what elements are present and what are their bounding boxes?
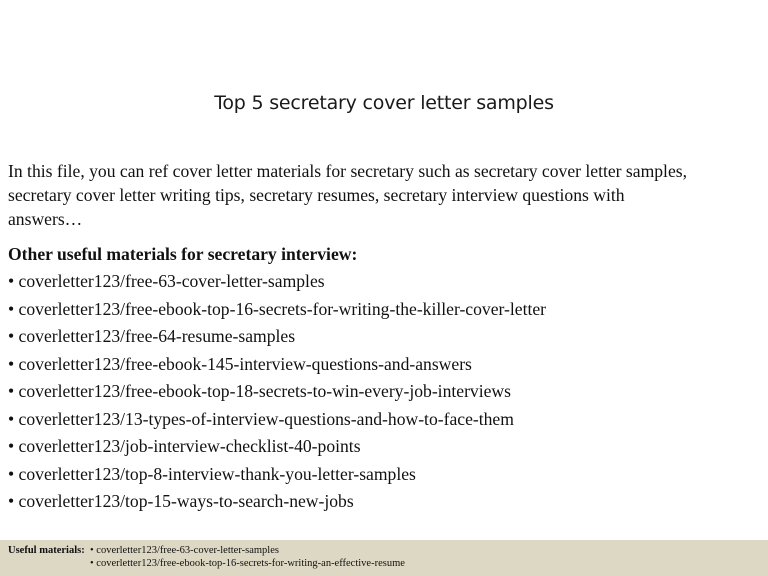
list-item: • coverletter123/free-64-resume-samples (8, 326, 296, 346)
list-item: • coverletter123/job-interview-checklist-40-points (8, 436, 361, 456)
list-item: • coverletter123/13-types-of-interview-questions-and-how-to-face-them (8, 408, 514, 429)
footer-bar (0, 540, 768, 576)
intro-line: answers… (8, 209, 83, 229)
footer-label (8, 545, 85, 557)
list-item: • coverletter123/free-63-cover-letter-samples (8, 271, 325, 291)
intro-line: secretary cover letter writing tips, secretary resumes, secretary interview questions with (8, 185, 625, 205)
intro-line: In this file, you can ref cover letter materials for secretary such as secretary cover letter samples, (8, 161, 688, 181)
list-item: • coverletter123/free-ebook-top-16-secrets-for-writing-the-killer-cover-letter (8, 298, 547, 319)
section-heading: Other useful materials for secretary interview: (8, 244, 358, 264)
footer-item: • coverletter123/free-ebook-top-16-secrets-for-writing-an-effective-resume (90, 558, 405, 569)
footer-label-separator: : (81, 545, 85, 556)
list-item: • coverletter123/top-15-ways-to-search-new-jobs (8, 491, 354, 511)
list-item: • coverletter123/free-ebook-top-18-secrets-to-win-every-job-interviews (8, 381, 511, 401)
intro-paragraph (8, 159, 763, 231)
footer-item: • coverletter123/free-63-cover-letter-samples (90, 545, 279, 556)
materials-list (8, 268, 546, 516)
footer-label-text: Useful materials (8, 545, 82, 556)
list-item: • coverletter123/top-8-interview-thank-you-letter-samples (8, 463, 416, 484)
page-title: Top 5 secretary cover letter samples (214, 92, 554, 114)
list-item: • coverletter123/free-ebook-145-interview-questions-and-answers (8, 353, 472, 374)
